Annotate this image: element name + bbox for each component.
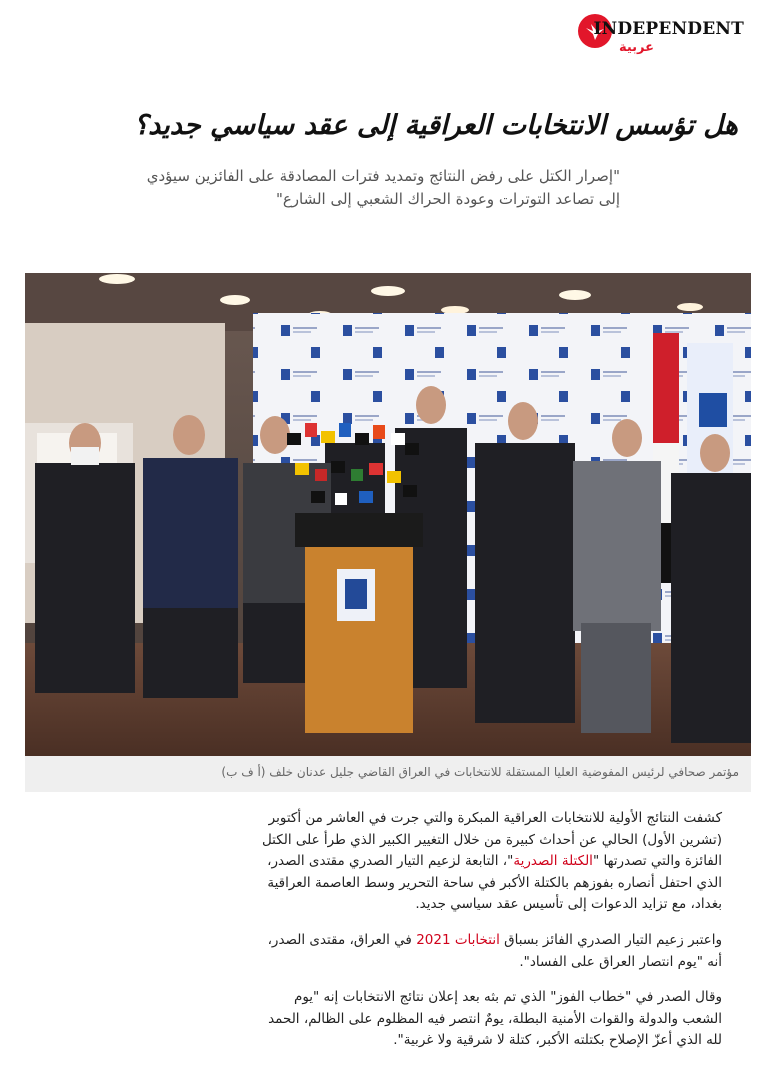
article-paragraph: [252, 808, 722, 916]
paragraph-text: واعتبر زعيم التيار الصدري الفائز بسباق: [499, 931, 722, 948]
paragraph-text: وقال الصدر في "خطاب الفوز" الذي تم بثه بعد إعلان نتائج الانتخابات إنه "يوم الشعب والدولة والقوات الأمنية البطلة، يومٌ انتصر فيه المظلوم على الظالم، الحمد لله الذي أعزّ الإصلاح بكتلته الأكبر، كتلة لا شرقية ولا غربية".: [268, 989, 722, 1049]
sadrist-bloc-link[interactable]: الكتلة الصدرية: [513, 853, 593, 870]
article-body: [252, 808, 722, 1066]
paragraph-text: "، التابعة لزعيم التيار الصدري مقتدى الصدر، الذي احتفل أنصاره بفوزهم بالكتلة الأكبر في ساحة التحرير وسط العاصمة العراقية بغداد، مع تزايد الدعوات إلى تأسيس عقد سياسي جديد.: [267, 853, 722, 913]
paragraph-text: في العراق، مقتدى الصدر، أنه "يوم انتصار العراق على الفساد".: [267, 931, 722, 970]
elections-2021-link[interactable]: انتخابات 2021: [416, 931, 500, 948]
article-photo: [25, 273, 751, 756]
paragraph-text: كشفت النتائج الأولية للانتخابات العراقية المبكرة والتي جرت في العاشر من أكتوبر (تشرين الأول) الحالي عن أحداث كبيرة من خلال التغيير الكبير الذي طرأ على الكتل الفائزة والتي تصدرتها ": [261, 810, 722, 870]
article-paragraph: [252, 930, 722, 973]
brand-arabic-wordmark: عربية: [618, 40, 654, 55]
article-paragraph: [252, 987, 722, 1052]
article-headline: هل تؤسس الانتخابات العراقية إلى عقد سياسي جديد؟: [133, 110, 738, 141]
press-conference-photo: [25, 273, 751, 756]
photo-caption-bar: [25, 756, 751, 792]
brand-logo[interactable]: [574, 12, 744, 54]
photo-caption: مؤتمر صحافي لرئيس المفوضية العليا المستقلة للانتخابات في العراق القاضي جليل عدنان خلف (أ ف ب): [221, 765, 739, 779]
brand-wordmark: INDEPENDENT: [593, 19, 744, 39]
article-subtitle: "إصرار الكتل على رفض النتائج وتمديد فترات المصادقة على الفائزين سيؤدي إلى تصاعد التوترات وعودة الحراك الشعبي إلى الشارع": [146, 167, 620, 208]
